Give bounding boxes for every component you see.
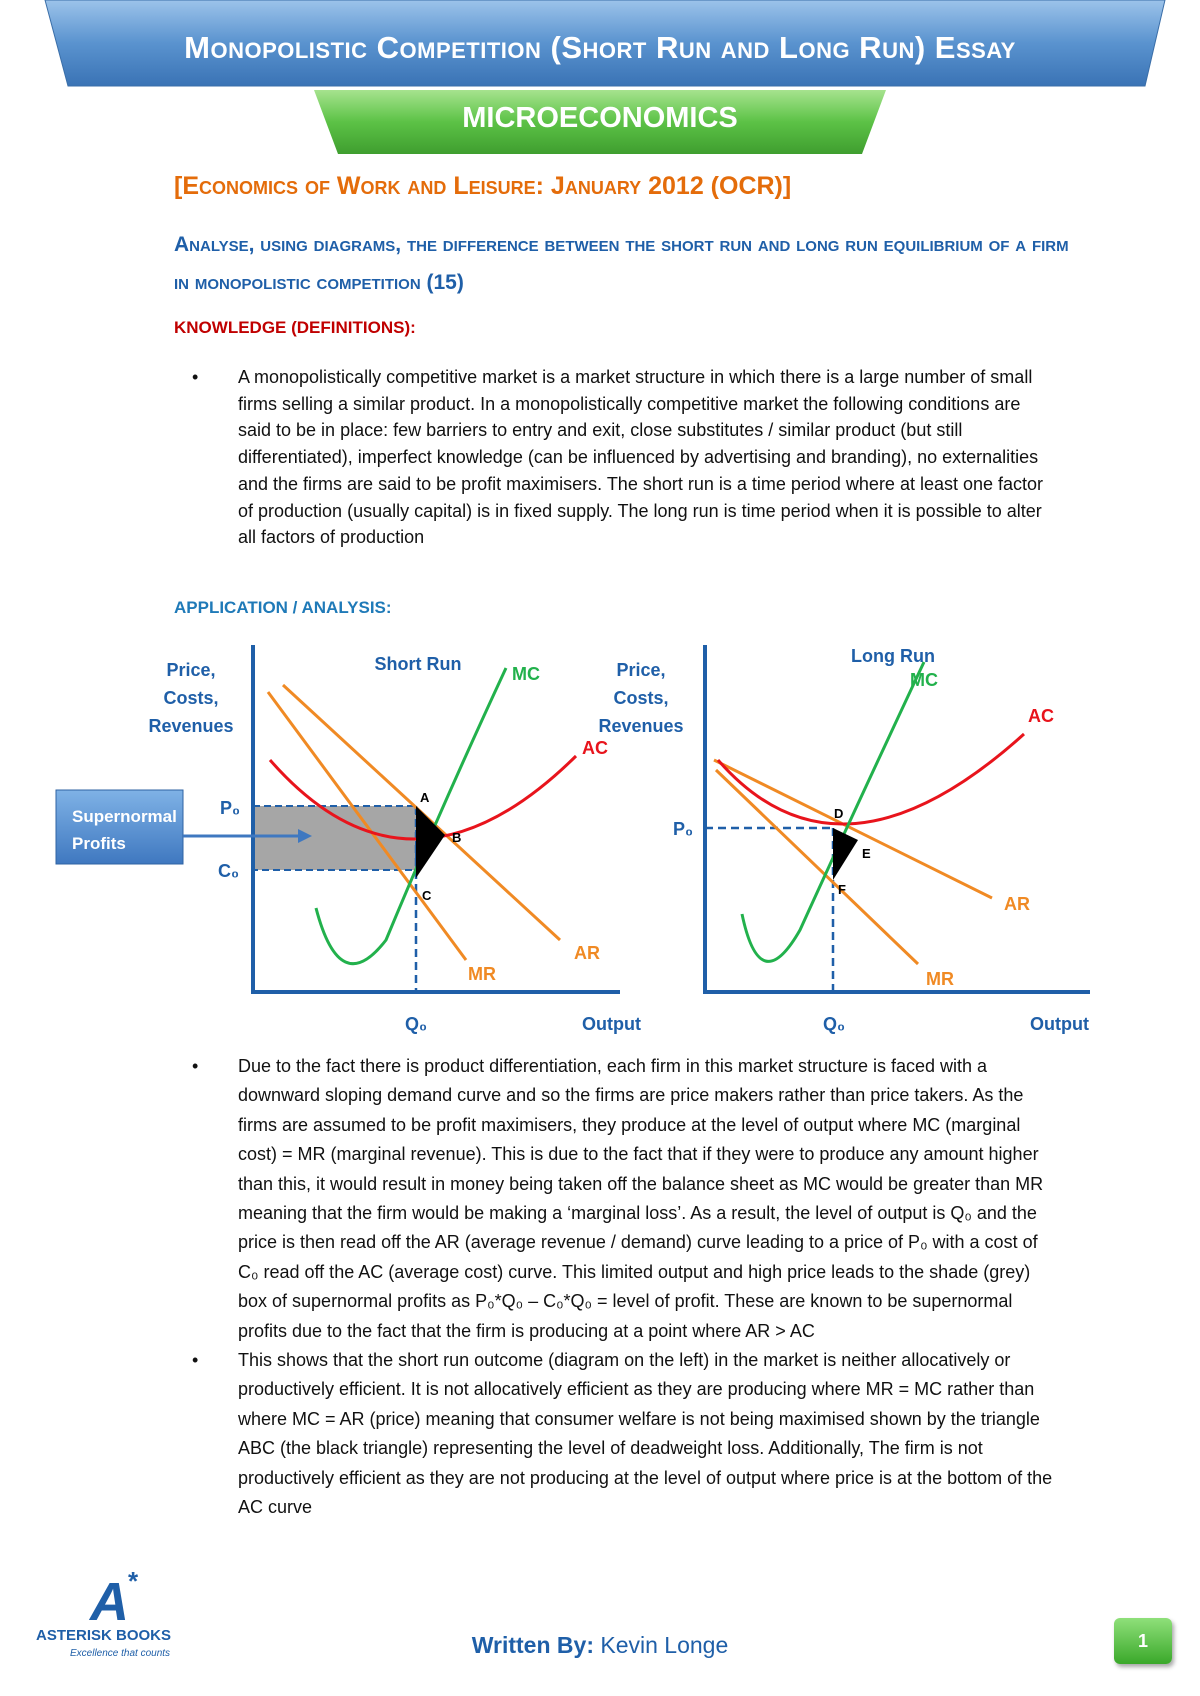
callout-line-1: Supernormal: [72, 807, 177, 826]
logo-text: ASTERISK BOOKS: [36, 1627, 172, 1644]
point-e-label: E: [862, 846, 871, 861]
short-run-title: Short Run: [374, 654, 462, 674]
long-run-mc-curve: [742, 662, 924, 961]
short-run-mc-label: MC: [512, 664, 540, 684]
short-run-c0-label: C₀: [218, 861, 240, 881]
list-item: • Due to the fact there is product differentiation, each firm in this market structure is faced with a downward sloping demand curve and so the firms are price makers rather than price takers. As the firms are assumed to be profit maximisers, they produce at the level of output where MC (marginal cost) = MR (marginal revenue). This is due to the fact that if they were to produce any amount higher than this, it would result in money being taken off the balance sheet as MC would be greater than MR meaning that the firm would be making a ‘marginal loss’. As a result, the level of output is Q₀ and the price is then read off the AR (average revenue / demand) curve leading to a price of P₀ with a cost of C₀ read off the AC (average cost) curve. This limited output and high price leads to the shade (grey) box of supernormal profits as P₀*Q₀ – C₀*Q₀ = level of profit. These are known to be supernormal profits due to the fact that the firm is producing at a point where AR > AC: [174, 1052, 1054, 1346]
point-b-label: B: [452, 830, 462, 845]
short-run-mr-label: MR: [468, 964, 496, 984]
point-a-label: A: [420, 790, 430, 805]
application-list: [174, 1052, 1054, 1523]
long-run-y-label-3: Revenues: [598, 716, 684, 736]
point-f-label: F: [838, 882, 846, 897]
long-run-axes: [705, 645, 1090, 992]
long-run-y-label-1: Price,: [616, 660, 666, 680]
title-banner: [0, 0, 1200, 100]
logo-tagline: Excellence that counts: [70, 1648, 171, 1659]
page-subtitle: MICROECONOMICS: [462, 102, 738, 134]
deadweight-triangle-abc: [416, 806, 445, 878]
short-run-y-label-2: Costs,: [163, 688, 219, 708]
page-title: Monopolistic Competition (Short Run and Long Run) Essay: [184, 30, 1016, 65]
long-run-q0-label: Q₀: [823, 1014, 846, 1034]
economics-diagrams: [0, 630, 1200, 1050]
long-run-ar-label: AR: [1004, 894, 1030, 914]
list-item: • A monopolistically competitive market is a market structure in which there is a large number of small firms selling a similar product. In a monopolistically competitive market the following conditions are said to be in place: few barriers to entry and exit, close substitutes / similar product (but still differentiated), imperfect knowledge (can be influenced by advertising and branding), no externalities and the firms are said to be profit maximisers. The short run is a time period where at least one factor of production (usually capital) is in fixed supply. The long run is time period when it is possible to alter all factors of production: [174, 364, 1054, 551]
long-run-mc-label: MC: [910, 670, 938, 690]
long-run-x-label: Output: [1030, 1014, 1089, 1034]
author-line: [0, 1632, 1200, 1659]
short-run-ac-label: AC: [582, 738, 608, 758]
point-d-label: D: [834, 806, 844, 821]
long-run-y-label-2: Costs,: [613, 688, 669, 708]
short-run-y-label-3: Revenues: [148, 716, 234, 736]
long-run-mr-label: MR: [926, 969, 954, 989]
application-heading: APPLICATION / ANALYSIS:: [174, 598, 392, 617]
knowledge-heading: KNOWLEDGE (DEFINITIONS):: [174, 318, 416, 337]
exam-reference: [Economics of Work and Leisure: January 2012 (OCR)]: [174, 172, 792, 200]
long-run-ar-curve: [714, 760, 992, 898]
logo-letter-a: A: [90, 1572, 129, 1632]
long-run-diagram: [598, 645, 1090, 1034]
short-run-ar-label: AR: [574, 943, 600, 963]
short-run-q0-label: Q₀: [405, 1014, 428, 1034]
page-number: 1: [1114, 1618, 1172, 1664]
short-run-p0-label: P₀: [220, 798, 241, 818]
long-run-title: Long Run: [851, 646, 935, 666]
deadweight-triangle-def: [833, 828, 858, 880]
short-run-diagram: [56, 645, 641, 1034]
author-name: Kevin Longe: [600, 1632, 729, 1658]
knowledge-list: [174, 364, 1054, 551]
subtitle-banner: [0, 90, 1200, 160]
long-run-p0-label: P₀: [673, 819, 694, 839]
point-c-label: C: [422, 888, 432, 903]
short-run-y-label-1: Price,: [166, 660, 216, 680]
long-run-ac-label: AC: [1028, 706, 1054, 726]
logo-asterisk-icon: *: [128, 1568, 139, 1596]
short-run-x-label: Output: [582, 1014, 641, 1034]
list-item: • This shows that the short run outcome (diagram on the left) in the market is neither allocatively or productively efficient. It is not allocatively efficient as they are producing where MR = MC rather than where MC = AR (price) meaning that consumer welfare is not being maximised shown by the triangle ABC (the black triangle) representing the level of deadweight loss. Additionally, The firm is not productively efficient as they are not producing at the level of output where price is at the bottom of the AC curve: [174, 1346, 1054, 1522]
author-label: Written By:: [471, 1632, 594, 1658]
diagrams-svg: [0, 630, 1200, 1050]
callout-line-2: Profits: [72, 834, 126, 853]
essay-question: Analyse, using diagrams, the difference between the short run and long run equilibrium of a firm in monopolistic competition (15): [174, 233, 1069, 294]
